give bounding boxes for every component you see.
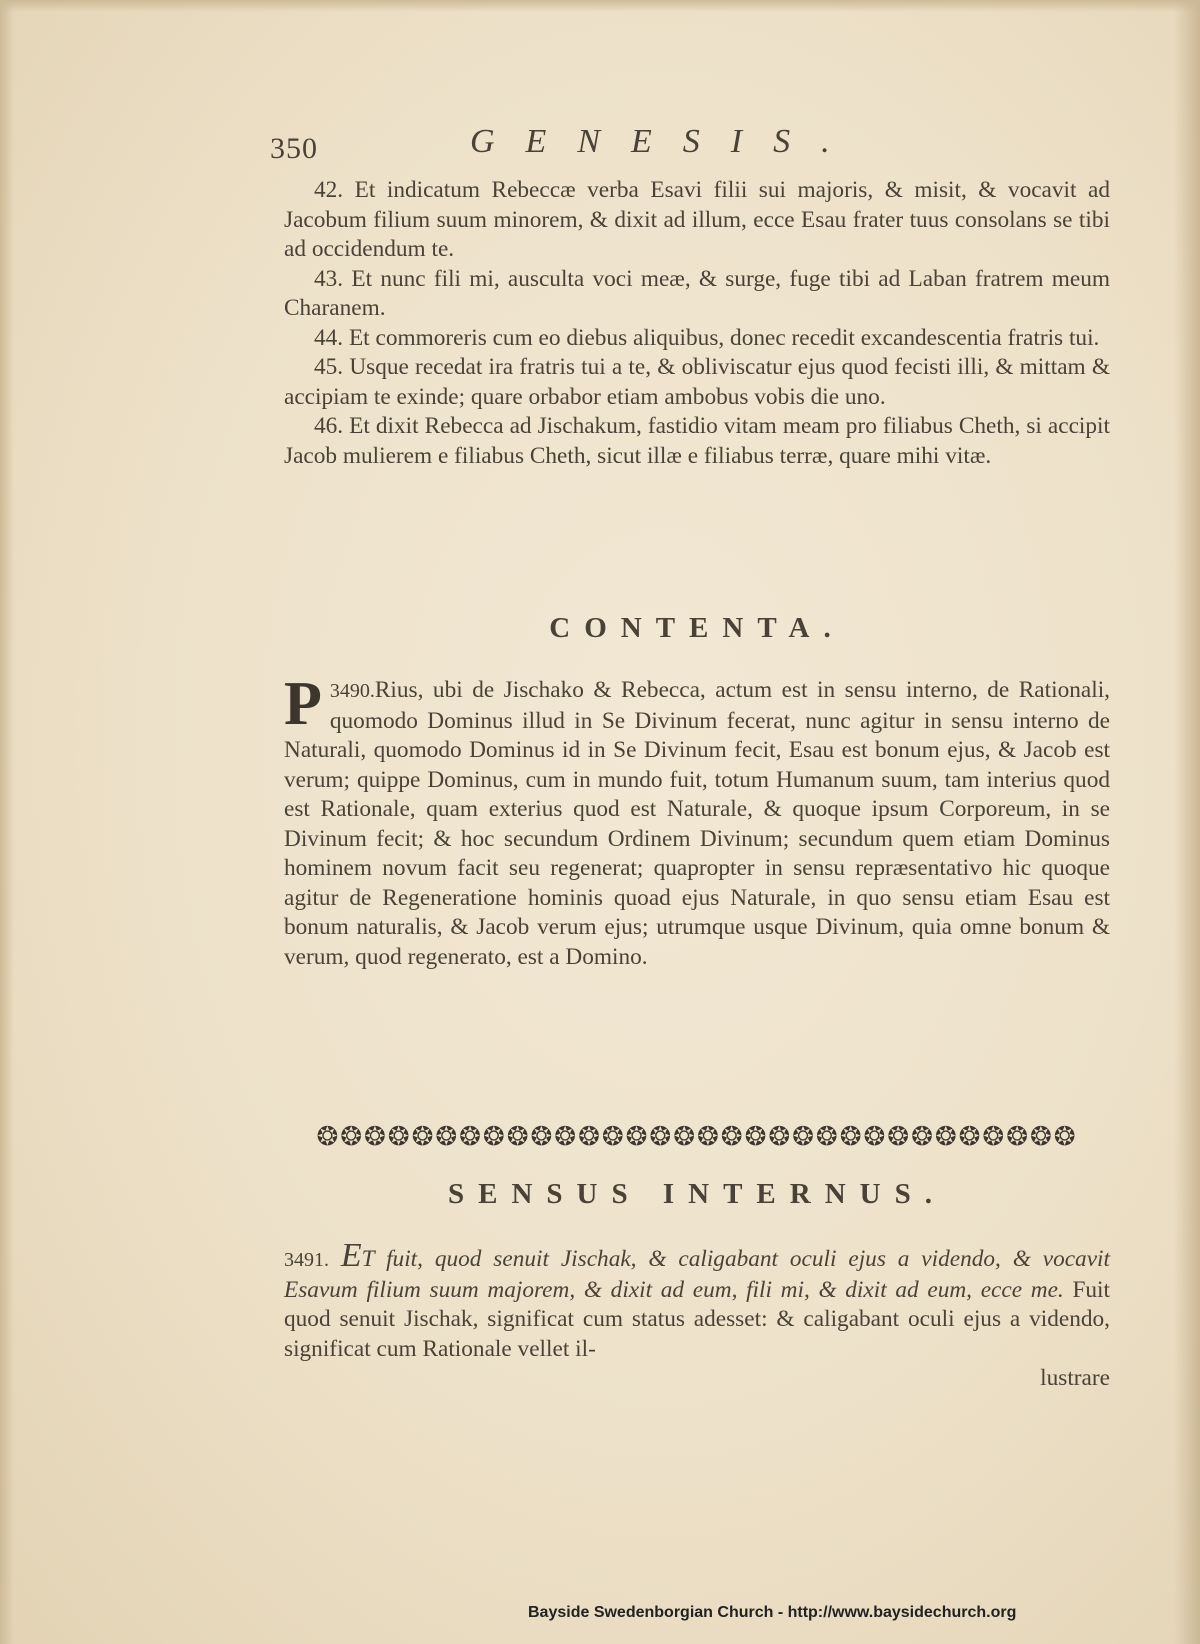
running-title: GENESIS.	[470, 123, 861, 160]
initial-capital: E	[340, 1237, 362, 1274]
footer-credit: Bayside Swedenborgian Church - http://www.baysidechurch.org	[528, 1604, 1017, 1621]
sensus-internus-heading: SENSUS INTERNUS.	[448, 1178, 946, 1210]
sensus-roman-text: Fuit quod senuit Jischak, significat cum status adesset: & caligabant oculi ejus a videndo, significat cum Rationale vellet il-	[284, 1276, 1110, 1362]
verse-42	[284, 176, 1110, 265]
verse-text: Et dixit Rebecca ad Jischakum, fastidio vitam meam pro filiabus Cheth, si accipit Jacob mulierem e filiabus Cheth, sicut illæ e filiabus terræ, quare mihi vitæ.	[284, 413, 1110, 469]
verse-number: 43.	[314, 265, 344, 292]
verse-text: Et commoreris cum eo diebus aliquibus, donec recedit excandescentia fratris tui.	[348, 324, 1100, 351]
paragraph-number: 3491.	[284, 1249, 329, 1271]
verse-number: 45.	[314, 354, 344, 380]
sensus-italic-text: T fuit, quod senuit Jischak, & caligabant oculi ejus a videndo, & vocavit Esavum filium suum majorem, & dixit ad eum, fili mi, & dixit ad eum, ecce me.	[284, 1246, 1110, 1303]
contenta-paragraph	[284, 670, 1110, 972]
verse-44	[284, 324, 1110, 354]
sensus-text-block	[284, 1237, 1110, 1364]
verse-46	[284, 412, 1110, 471]
page-number: 350	[270, 132, 318, 165]
verse-number: 42.	[314, 177, 344, 203]
paragraph-number: 3490.	[329, 680, 375, 702]
ornamental-divider: ❂❂❂❂❂❂❂❂❂❂❂❂❂❂❂❂❂❂❂❂❂❂❂❂❂❂❂❂❂❂❂❂	[316, 1122, 1078, 1151]
catchword-row	[284, 1364, 1110, 1394]
contenta-text: Rius, ubi de Jischako & Rebecca, actum est in sensu interno, de Rationali, quomodo Dominus illud in Se Divinum fecerat, nunc agitur in sensu interno de Naturali, quomodo Dominus id in Se Divinum fecit, Esau est bonum ejus, & Jacob est verum; quippe Dominus, cum in mundo fuit, totum Humanum suum, tam interius quod est Rationale, quam exterius quod est Naturale, & quoque ipsum Corporeum, in se Divinum fecit; & hoc secundum Ordinem Divinum; secundum quem etiam Dominus hominem novum facit seu regenerat; quapropter in sensu repræsentativo hic quoque agitur de Regeneratione hominis quoad ejus Naturale, in quo sensu etiam Esau est bonum naturalis, & Jacob verum ejus; utrumque usque Divinum, quia omne bonum & verum, quod regenerato, est a Domino.	[284, 677, 1110, 970]
page-shadow-left	[0, 0, 14, 1644]
contenta-heading: CONTENTA.	[549, 612, 845, 644]
catchword: lustrare	[1040, 1365, 1110, 1391]
verse-number: 46.	[314, 413, 344, 439]
verse-text: Et nunc fili mi, ausculta voci meæ, & surge, fuge tibi ad Laban fratrem meum Charanem.	[284, 265, 1111, 321]
verse-45	[284, 353, 1110, 412]
drop-cap-initial: P	[284, 670, 322, 738]
verse-text: Et indicatum Rebeccæ verba Esavi filii sui majoris, & misit, & vocavit ad Jacobum filium suum minorem, & dixit ad illum, ecce Esau frater tuus consolans se tibi ad occidendum te.	[284, 177, 1110, 262]
contenta-text-block	[284, 670, 1110, 972]
verse-43	[284, 265, 1110, 324]
verses-block	[284, 176, 1110, 471]
page-shadow-right	[1174, 0, 1200, 1644]
verse-text: Usque recedat ira fratris tui a te, & obliviscatur ejus quod fecisti illi, & mittam & accipiam te exinde; quare orbabor etiam ambobus vobis die uno.	[284, 354, 1110, 410]
verse-number: 44.	[314, 324, 344, 351]
running-header	[270, 118, 1110, 168]
sensus-paragraph	[284, 1237, 1110, 1394]
page-shadow-top	[0, 0, 1200, 12]
